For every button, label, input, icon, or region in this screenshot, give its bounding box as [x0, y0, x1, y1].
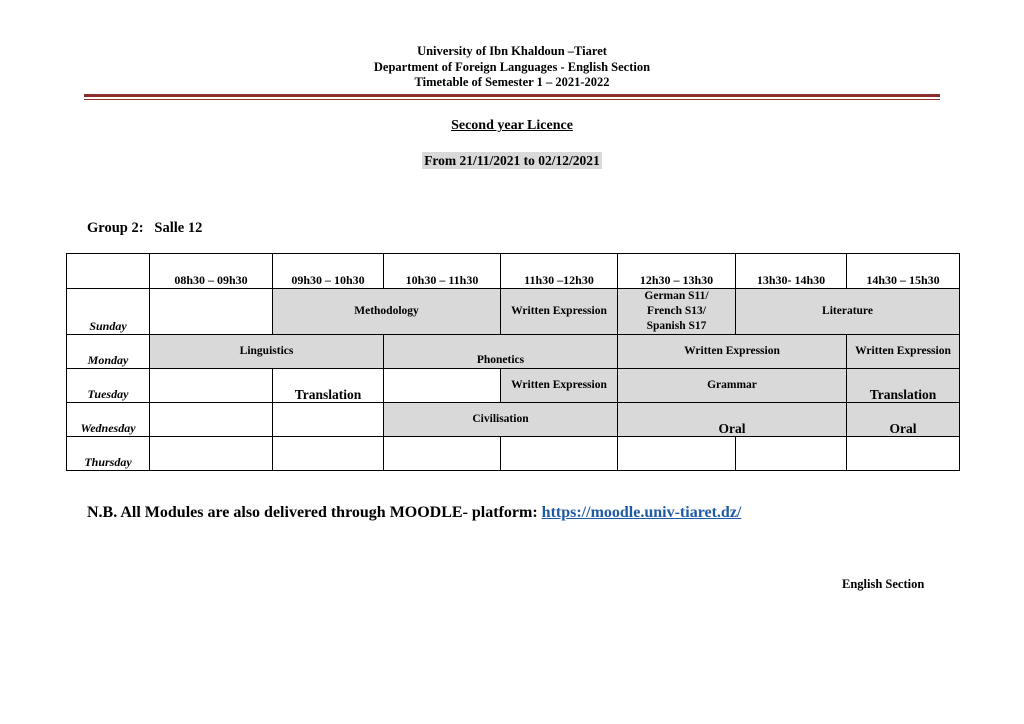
session-languages-line2: French S13/	[647, 305, 706, 317]
signature: English Section	[842, 577, 925, 591]
page-subtitle: Second year Licence	[451, 118, 573, 133]
header-rule-thick	[84, 94, 940, 97]
time-slot-7: 14h30 – 15h30	[847, 254, 960, 289]
time-slot-6: 13h30- 14h30	[736, 254, 847, 289]
date-range-text: From 21/11/2021 to 02/12/2021	[424, 153, 600, 168]
empty-cell	[273, 437, 384, 471]
session-phonetics: Phonetics	[384, 335, 618, 369]
empty-cell	[150, 369, 273, 403]
monday-row	[67, 335, 960, 369]
empty-cell	[501, 437, 618, 471]
group-number: Group 2:	[87, 220, 144, 236]
empty-cell	[618, 437, 736, 471]
nb-text: N.B. All Modules are also delivered through MOODLE- platform:	[87, 504, 538, 521]
session-languages-line3: Spanish S17	[646, 320, 707, 332]
time-header-row	[67, 254, 960, 289]
day-thursday: Thursday	[67, 437, 150, 471]
thursday-row	[67, 437, 960, 471]
empty-cell	[273, 403, 384, 437]
day-wednesday: Wednesday	[67, 403, 150, 437]
empty-cell	[847, 437, 960, 471]
time-slot-4: 11h30 –12h30	[501, 254, 618, 289]
timetable-title: Timetable of Semester 1 – 2021-2022	[414, 75, 610, 89]
wednesday-row	[67, 403, 960, 437]
session-civilisation: Civilisation	[384, 403, 618, 437]
session-oral: Oral	[847, 403, 960, 437]
day-monday: Monday	[67, 335, 150, 369]
session-grammar: Grammar	[618, 369, 847, 403]
time-slot-3: 10h30 – 11h30	[384, 254, 501, 289]
day-sunday: Sunday	[67, 289, 150, 335]
time-slot-2: 09h30 – 10h30	[273, 254, 384, 289]
session-languages	[618, 289, 736, 335]
empty-cell	[150, 289, 273, 335]
tuesday-row	[67, 369, 960, 403]
document-header	[0, 44, 1024, 91]
sunday-row	[67, 289, 960, 335]
session-methodology: Methodology	[273, 289, 501, 335]
session-oral: Oral	[618, 403, 847, 437]
empty-cell	[150, 437, 273, 471]
session-written-expression: Written Expression	[847, 335, 960, 369]
session-linguistics: Linguistics	[150, 335, 384, 369]
moodle-link[interactable]: https://moodle.univ-tiaret.dz/	[541, 504, 742, 521]
group-label	[87, 220, 202, 237]
empty-cell	[384, 369, 501, 403]
department-name: Department of Foreign Languages - English Section	[373, 59, 651, 74]
session-translation: Translation	[273, 369, 384, 403]
corner-cell	[67, 254, 150, 289]
nb-note	[87, 504, 741, 522]
time-slot-1: 08h30 – 09h30	[150, 254, 273, 289]
group-room: Salle 12	[154, 220, 203, 236]
empty-cell	[384, 437, 501, 471]
session-written-expression: Written Expression	[501, 369, 618, 403]
empty-cell	[736, 437, 847, 471]
session-literature: Literature	[736, 289, 960, 335]
session-written-expression: Written Expression	[618, 335, 847, 369]
empty-cell	[150, 403, 273, 437]
header-rule-thin	[84, 99, 940, 100]
university-name: University of Ibn Khaldoun –Tiaret	[417, 44, 607, 58]
timetable	[66, 253, 960, 471]
day-tuesday: Tuesday	[67, 369, 150, 403]
time-slot-5: 12h30 – 13h30	[618, 254, 736, 289]
session-written-expression: Written Expression	[501, 289, 618, 335]
date-range	[0, 152, 1024, 170]
session-languages-line1: German S11/	[644, 290, 709, 302]
session-translation: Translation	[847, 369, 960, 403]
